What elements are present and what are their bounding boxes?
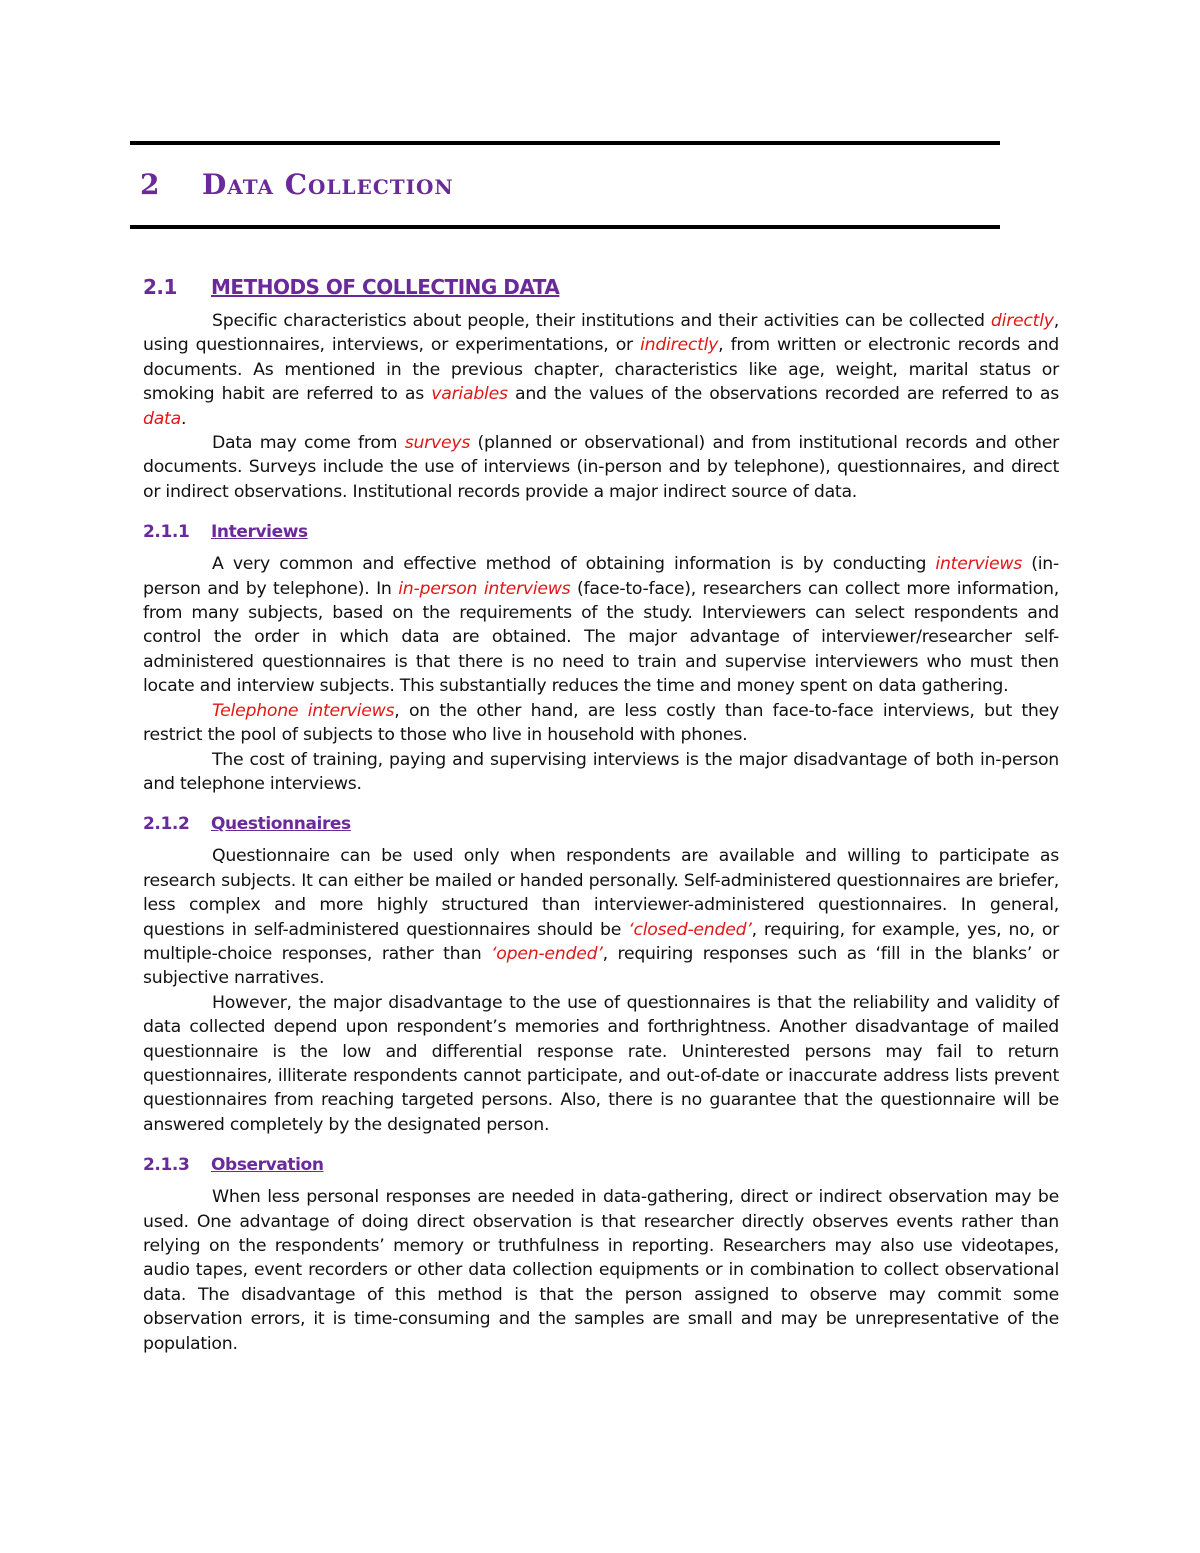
text-run: (in-person and by telephone). In: [143, 554, 1059, 599]
subsection-number: 2.1.2: [143, 814, 190, 835]
questionnaires-paragraph-2: However, the major disadvantage to the use of questionnaires is that the reliability and validity of data collected depend upon respondent’s memories and forthrightness. Another disadvantage of mailed questionnaire is the low and differential response rate. Uninterested persons may fail to return questionnaires, illiterate respondents cannot participate, and out-of-date or inaccurate address lists prevent questionnaires from reaching targeted persons. Also, there is no guarantee that the questionnaire will be answered completely by the designated person.: [143, 992, 1059, 1135]
interviews-paragraph-2: [143, 699, 1059, 748]
emphasis-term: variables: [431, 384, 508, 405]
subsection-heading-questionnaires: [143, 814, 1059, 834]
observation-paragraph-1: When less personal responses are needed in data-gathering, direct or indirect observation may be used. One advantage of doing direct observation is that researcher directly observes events rather than relying on the respondents’ memory or truthfulness in reporting. Researchers may also use videotapes, audio tapes, event recorders or other data collection equipments or in combination to collect observational data. The disadvantage of this method is that the person assigned to observe may commit some observation errors, it is time-consuming and the samples are small and may be unrepresentative of the population.: [143, 1187, 1059, 1354]
text-run: , requiring responses such as ‘fill in the blanks’ or subjective narratives.: [143, 943, 1059, 989]
interviews-paragraph-1: [143, 552, 1059, 698]
emphasis-term: data: [143, 408, 181, 429]
emphasis-term: indirectly: [640, 335, 719, 356]
document-body: [143, 275, 1059, 1356]
text-run: A very common and effective method of obtaining information is by conducting: [212, 554, 936, 575]
emphasis-term: directly: [990, 311, 1054, 331]
text-run: Specific characteristics about people, their institutions and their activities can be collected: [212, 311, 991, 331]
subsection-title: Questionnaires: [211, 814, 351, 835]
subsection-heading-observation: [143, 1155, 1059, 1175]
emphasis-term: interviews: [935, 554, 1022, 575]
questionnaires-paragraph-1: [143, 844, 1059, 990]
subsection-heading-interviews: [143, 522, 1059, 542]
emphasis-term: ‘open-ended’: [491, 943, 603, 964]
chapter-number: 2: [140, 168, 161, 201]
chapter-title: Data Collection: [202, 168, 454, 201]
section-title: METHODS OF COLLECTING DATA: [211, 275, 560, 299]
intro-paragraph-2: [143, 431, 1059, 504]
text-run: , from written or electronic records and documents. As mentioned in the previous chapter, characteristics like age, weight, marital status or smoking habit are referred to as: [143, 335, 1060, 405]
chapter-bottom-rule: [130, 225, 1000, 229]
section-number: 2.1: [143, 275, 177, 299]
text-run: Questionnaire can be used only when respondents are available and willing to participate as research subjects. It can either be mailed or handed personally. Self-administered questionnaires are briefer, less complex and more highly structured than interviewer-administered questionnaires. In general, questions in self-administered questionnaires should be: [143, 846, 1059, 940]
text-run: .: [180, 408, 187, 429]
text-run: , on the other hand, are less costly than face-to-face interviews, but they restrict the pool of subjects to those who live in household with phones.: [143, 700, 1059, 746]
section-heading: [143, 275, 1059, 299]
text-run: , using questionnaires, interviews, or experimentations, or: [143, 311, 1059, 356]
subsection-title: Observation: [211, 1155, 324, 1176]
subsection-title: Interviews: [211, 522, 308, 543]
emphasis-term: surveys: [404, 433, 471, 454]
chapter-top-rule: [130, 141, 1000, 145]
chapter-heading: [140, 168, 454, 201]
subsection-number: 2.1.1: [143, 522, 190, 543]
text-run: (face-to-face), researchers can collect more information, from many subjects, based on the requirements of the study. Interviewers can select respondents and control the order in which data are obtained. The major advantage of interviewer/researcher self-administered questionnaires is that there is no need to train and supervise interviewers who must then locate and interview subjects. This substantially reduces the time and money spent on data gathering.: [143, 578, 1059, 697]
subsection-number: 2.1.3: [143, 1155, 190, 1176]
intro-paragraph-1: [143, 309, 1059, 431]
text-run: (planned or observational) and from institutional records and other documents. Surveys include the use of interviews (in-person and by telephone), questionnaires, and direct or indirect observations. Institutional records provide a major indirect source of data.: [143, 433, 1059, 502]
emphasis-term: Telephone interviews: [212, 700, 395, 721]
emphasis-term: in-person interviews: [398, 578, 571, 599]
text-run: Data may come from: [212, 433, 405, 454]
text-run: , requiring, for example, yes, no, or multiple-choice responses, rather than: [143, 919, 1059, 964]
interviews-paragraph-3: The cost of training, paying and supervising interviews is the major disadvantage of both in-person and telephone interviews.: [143, 749, 1059, 794]
text-run: and the values of the observations recorded are referred to as: [507, 384, 1059, 405]
emphasis-term: ‘closed-ended’: [628, 919, 752, 940]
